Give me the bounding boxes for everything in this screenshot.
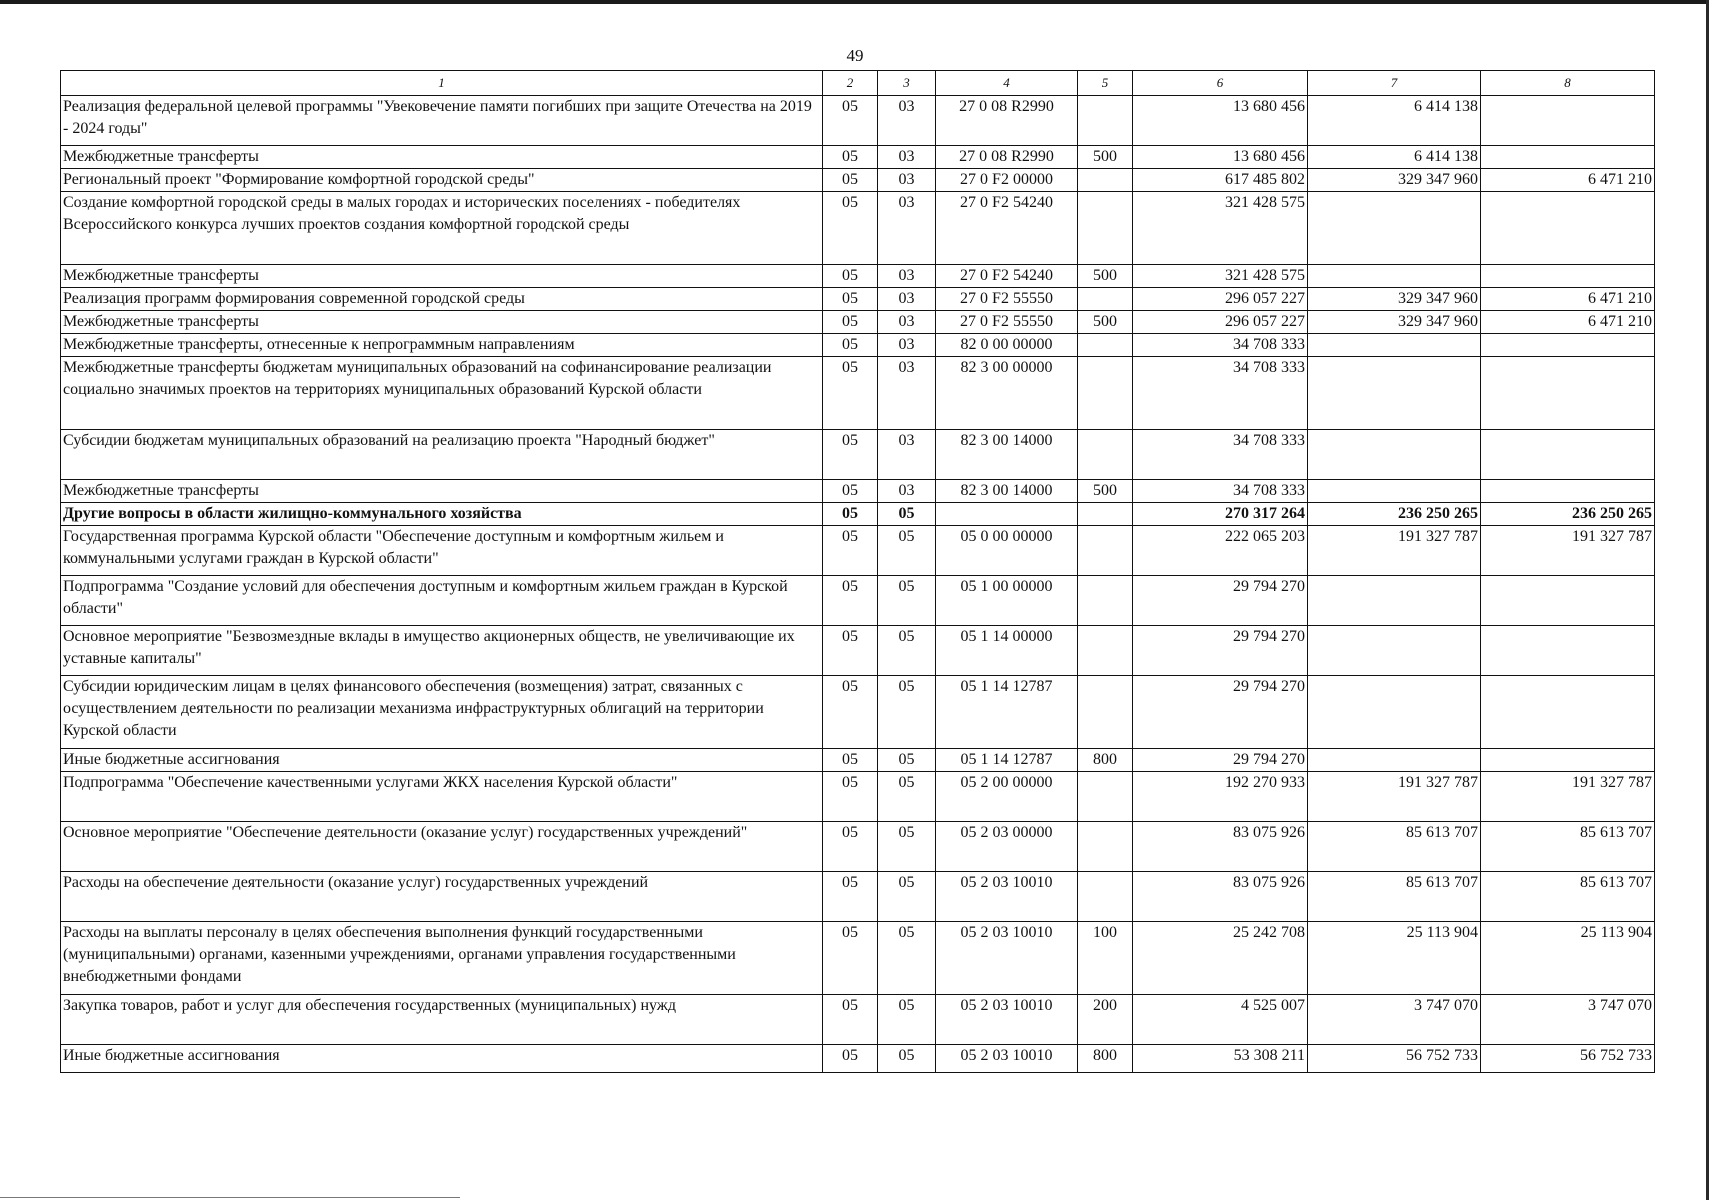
table-row [61, 676, 1655, 749]
cell-amount-year3 [1481, 749, 1655, 772]
table-row [61, 288, 1655, 311]
cell-amount-year3 [1481, 146, 1655, 169]
cell-section: 05 [823, 265, 878, 288]
cell-amount-year3: 6 471 210 [1481, 169, 1655, 192]
cell-amount-year3: 85 613 707 [1481, 822, 1655, 872]
cell-amount-year2 [1308, 576, 1481, 626]
cell-target-article: 82 3 00 14000 [936, 430, 1078, 480]
cell-target-article: 27 0 F2 55550 [936, 311, 1078, 334]
cell-amount-year3 [1481, 357, 1655, 430]
table-row [61, 265, 1655, 288]
header-row [61, 71, 1655, 96]
cell-amount-year3 [1481, 334, 1655, 357]
cell-amount-year2 [1308, 334, 1481, 357]
table-row [61, 526, 1655, 576]
cell-expense-type [1078, 169, 1133, 192]
cell-name: Субсидии бюджетам муниципальных образований на реализацию проекта "Народный бюджет" [61, 430, 823, 480]
cell-name: Реализация программ формирования современной городской среды [61, 288, 823, 311]
table-row [61, 503, 1655, 526]
table-row [61, 749, 1655, 772]
cell-target-article: 05 2 03 10010 [936, 1045, 1078, 1073]
cell-amount-year2: 6 414 138 [1308, 146, 1481, 169]
cell-amount-year2: 191 327 787 [1308, 526, 1481, 576]
cell-amount-year1: 192 270 933 [1133, 772, 1308, 822]
cell-amount-year1: 29 794 270 [1133, 676, 1308, 749]
cell-subsection: 05 [878, 772, 936, 822]
cell-section: 05 [823, 480, 878, 503]
table-row [61, 357, 1655, 430]
cell-amount-year2 [1308, 749, 1481, 772]
cell-expense-type [1078, 503, 1133, 526]
cell-target-article: 05 2 03 00000 [936, 822, 1078, 872]
cell-amount-year1: 296 057 227 [1133, 311, 1308, 334]
cell-amount-year2 [1308, 430, 1481, 480]
cell-name: Расходы на выплаты персоналу в целях обеспечения выполнения функций государственными (муниципальными) органами, казенными учреждениями, органами управления государственными внебюджетными фондами [61, 922, 823, 995]
header-col-1: 1 [61, 71, 823, 96]
cell-amount-year2 [1308, 676, 1481, 749]
cell-section: 05 [823, 576, 878, 626]
cell-amount-year3: 191 327 787 [1481, 772, 1655, 822]
cell-subsection: 03 [878, 288, 936, 311]
cell-expense-type [1078, 430, 1133, 480]
cell-amount-year1: 321 428 575 [1133, 265, 1308, 288]
cell-amount-year2: 191 327 787 [1308, 772, 1481, 822]
cell-amount-year1: 34 708 333 [1133, 430, 1308, 480]
header-col-3: 3 [878, 71, 936, 96]
cell-subsection: 05 [878, 822, 936, 872]
cell-amount-year3: 3 747 070 [1481, 995, 1655, 1045]
cell-section: 05 [823, 1045, 878, 1073]
cell-amount-year2 [1308, 265, 1481, 288]
cell-amount-year1: 29 794 270 [1133, 576, 1308, 626]
cell-name: Иные бюджетные ассигнования [61, 749, 823, 772]
cell-section: 05 [823, 626, 878, 676]
cell-amount-year1: 321 428 575 [1133, 192, 1308, 265]
cell-target-article: 82 0 00 00000 [936, 334, 1078, 357]
cell-subsection: 03 [878, 146, 936, 169]
cell-amount-year3 [1481, 96, 1655, 146]
cell-subsection: 03 [878, 480, 936, 503]
cell-amount-year3: 6 471 210 [1481, 288, 1655, 311]
cell-name: Межбюджетные трансферты [61, 311, 823, 334]
cell-subsection: 05 [878, 922, 936, 995]
cell-subsection: 05 [878, 1045, 936, 1073]
cell-subsection: 03 [878, 357, 936, 430]
cell-target-article: 05 2 03 10010 [936, 995, 1078, 1045]
cell-amount-year3: 6 471 210 [1481, 311, 1655, 334]
cell-amount-year3 [1481, 626, 1655, 676]
cell-expense-type [1078, 822, 1133, 872]
cell-subsection: 05 [878, 576, 936, 626]
header-col-2: 2 [823, 71, 878, 96]
table-row [61, 430, 1655, 480]
cell-section: 05 [823, 192, 878, 265]
cell-expense-type [1078, 576, 1133, 626]
cell-amount-year2: 85 613 707 [1308, 872, 1481, 922]
cell-amount-year3: 236 250 265 [1481, 503, 1655, 526]
cell-amount-year3: 191 327 787 [1481, 526, 1655, 576]
cell-name: Подпрограмма "Создание условий для обеспечения доступным и комфортным жильем граждан в Курской области" [61, 576, 823, 626]
cell-name: Основное мероприятие "Обеспечение деятельности (оказание услуг) государственных учреждений" [61, 822, 823, 872]
cell-name: Иные бюджетные ассигнования [61, 1045, 823, 1073]
table-row [61, 334, 1655, 357]
cell-amount-year3 [1481, 676, 1655, 749]
cell-subsection: 05 [878, 872, 936, 922]
cell-expense-type [1078, 288, 1133, 311]
cell-amount-year2: 3 747 070 [1308, 995, 1481, 1045]
budget-table [60, 70, 1655, 1073]
cell-name: Межбюджетные трансферты [61, 265, 823, 288]
cell-subsection: 05 [878, 749, 936, 772]
table-row [61, 311, 1655, 334]
scan-artifact-line [0, 1197, 460, 1198]
cell-amount-year1: 53 308 211 [1133, 1045, 1308, 1073]
table-row [61, 1045, 1655, 1073]
cell-amount-year2 [1308, 626, 1481, 676]
table-row [61, 480, 1655, 503]
cell-section: 05 [823, 872, 878, 922]
cell-name: Реализация федеральной целевой программы "Увековечение памяти погибших при защите Отечества на 2019 - 2024 годы" [61, 96, 823, 146]
cell-target-article: 82 3 00 00000 [936, 357, 1078, 430]
cell-target-article: 82 3 00 14000 [936, 480, 1078, 503]
cell-name: Другие вопросы в области жилищно-коммунального хозяйства [61, 503, 823, 526]
cell-target-article: 05 1 14 12787 [936, 676, 1078, 749]
cell-target-article: 05 1 14 00000 [936, 626, 1078, 676]
cell-target-article: 05 1 14 12787 [936, 749, 1078, 772]
cell-expense-type: 800 [1078, 1045, 1133, 1073]
cell-target-article: 27 0 F2 54240 [936, 265, 1078, 288]
cell-section: 05 [823, 822, 878, 872]
cell-amount-year1: 34 708 333 [1133, 357, 1308, 430]
cell-target-article: 05 1 00 00000 [936, 576, 1078, 626]
cell-expense-type [1078, 526, 1133, 576]
cell-amount-year3 [1481, 430, 1655, 480]
cell-expense-type [1078, 96, 1133, 146]
cell-amount-year3: 56 752 733 [1481, 1045, 1655, 1073]
cell-section: 05 [823, 676, 878, 749]
cell-subsection: 05 [878, 626, 936, 676]
table-row [61, 995, 1655, 1045]
cell-amount-year2 [1308, 357, 1481, 430]
cell-amount-year1: 29 794 270 [1133, 626, 1308, 676]
cell-amount-year1: 4 525 007 [1133, 995, 1308, 1045]
cell-target-article: 27 0 08 R2990 [936, 146, 1078, 169]
cell-target-article: 27 0 F2 54240 [936, 192, 1078, 265]
cell-amount-year1: 296 057 227 [1133, 288, 1308, 311]
cell-expense-type [1078, 626, 1133, 676]
cell-section: 05 [823, 995, 878, 1045]
table-row [61, 169, 1655, 192]
cell-amount-year1: 13 680 456 [1133, 96, 1308, 146]
cell-section: 05 [823, 311, 878, 334]
cell-amount-year2: 329 347 960 [1308, 288, 1481, 311]
cell-amount-year1: 222 065 203 [1133, 526, 1308, 576]
cell-target-article [936, 503, 1078, 526]
cell-expense-type: 200 [1078, 995, 1133, 1045]
cell-name: Субсидии юридическим лицам в целях финансового обеспечения (возмещения) затрат, связанных с осуществлением деятельности по реализации механизма инфраструктурных облигаций на территории Курской области [61, 676, 823, 749]
header-col-4: 4 [936, 71, 1078, 96]
cell-name: Государственная программа Курской области "Обеспечение доступным и комфортным жильем и коммунальными услугами граждан в Курской области" [61, 526, 823, 576]
cell-amount-year2 [1308, 192, 1481, 265]
cell-section: 05 [823, 357, 878, 430]
cell-amount-year1: 13 680 456 [1133, 146, 1308, 169]
cell-amount-year1: 29 794 270 [1133, 749, 1308, 772]
cell-section: 05 [823, 430, 878, 480]
table-row [61, 626, 1655, 676]
cell-target-article: 05 2 00 00000 [936, 772, 1078, 822]
cell-name: Региональный проект "Формирование комфортной городской среды" [61, 169, 823, 192]
cell-section: 05 [823, 288, 878, 311]
table-row [61, 872, 1655, 922]
cell-expense-type: 800 [1078, 749, 1133, 772]
header-col-7: 7 [1308, 71, 1481, 96]
cell-expense-type [1078, 872, 1133, 922]
table-row [61, 96, 1655, 146]
cell-section: 05 [823, 772, 878, 822]
cell-name: Межбюджетные трансферты, отнесенные к непрограммным направлениям [61, 334, 823, 357]
cell-subsection: 03 [878, 96, 936, 146]
cell-amount-year1: 270 317 264 [1133, 503, 1308, 526]
cell-amount-year2: 25 113 904 [1308, 922, 1481, 995]
cell-amount-year3 [1481, 192, 1655, 265]
cell-section: 05 [823, 526, 878, 576]
cell-target-article: 05 0 00 00000 [936, 526, 1078, 576]
cell-section: 05 [823, 922, 878, 995]
cell-subsection: 05 [878, 503, 936, 526]
table-row [61, 146, 1655, 169]
cell-amount-year1: 34 708 333 [1133, 334, 1308, 357]
page-number: 49 [846, 46, 864, 65]
cell-subsection: 03 [878, 192, 936, 265]
cell-section: 05 [823, 503, 878, 526]
cell-subsection: 05 [878, 526, 936, 576]
cell-subsection: 03 [878, 169, 936, 192]
cell-subsection: 03 [878, 430, 936, 480]
table-row [61, 922, 1655, 995]
cell-expense-type [1078, 357, 1133, 430]
cell-expense-type: 500 [1078, 480, 1133, 503]
cell-target-article: 05 2 03 10010 [936, 872, 1078, 922]
cell-amount-year1: 617 485 802 [1133, 169, 1308, 192]
cell-amount-year2: 329 347 960 [1308, 311, 1481, 334]
cell-amount-year2 [1308, 480, 1481, 503]
cell-amount-year1: 83 075 926 [1133, 822, 1308, 872]
table-row [61, 772, 1655, 822]
cell-amount-year3: 25 113 904 [1481, 922, 1655, 995]
cell-amount-year2: 6 414 138 [1308, 96, 1481, 146]
cell-name: Создание комфортной городской среды в малых городах и исторических поселениях - победителях Всероссийского конкурса лучших проектов создания комфортной городской среды [61, 192, 823, 265]
cell-expense-type: 100 [1078, 922, 1133, 995]
cell-expense-type [1078, 676, 1133, 749]
cell-target-article: 27 0 F2 00000 [936, 169, 1078, 192]
cell-amount-year3: 85 613 707 [1481, 872, 1655, 922]
cell-name: Межбюджетные трансферты [61, 480, 823, 503]
cell-subsection: 05 [878, 676, 936, 749]
cell-amount-year1: 25 242 708 [1133, 922, 1308, 995]
cell-subsection: 05 [878, 995, 936, 1045]
cell-amount-year2: 329 347 960 [1308, 169, 1481, 192]
cell-section: 05 [823, 146, 878, 169]
cell-name: Основное мероприятие "Безвозмездные вклады в имущество акционерных обществ, не увеличивающие их уставные капиталы" [61, 626, 823, 676]
header-col-8: 8 [1481, 71, 1655, 96]
cell-target-article: 27 0 08 R2990 [936, 96, 1078, 146]
cell-section: 05 [823, 334, 878, 357]
scan-border-top [0, 0, 1709, 4]
cell-amount-year3 [1481, 480, 1655, 503]
cell-amount-year2: 236 250 265 [1308, 503, 1481, 526]
cell-expense-type: 500 [1078, 311, 1133, 334]
cell-amount-year2: 56 752 733 [1308, 1045, 1481, 1073]
cell-expense-type [1078, 772, 1133, 822]
cell-amount-year1: 83 075 926 [1133, 872, 1308, 922]
cell-subsection: 03 [878, 311, 936, 334]
cell-amount-year3 [1481, 265, 1655, 288]
cell-expense-type: 500 [1078, 146, 1133, 169]
cell-expense-type [1078, 192, 1133, 265]
cell-target-article: 05 2 03 10010 [936, 922, 1078, 995]
cell-name: Закупка товаров, работ и услуг для обеспечения государственных (муниципальных) нужд [61, 995, 823, 1045]
cell-name: Подпрограмма "Обеспечение качественными услугами ЖКХ населения Курской области" [61, 772, 823, 822]
header-col-5: 5 [1078, 71, 1133, 96]
header-col-6: 6 [1133, 71, 1308, 96]
cell-expense-type [1078, 334, 1133, 357]
cell-amount-year2: 85 613 707 [1308, 822, 1481, 872]
cell-amount-year3 [1481, 576, 1655, 626]
table-row [61, 822, 1655, 872]
cell-subsection: 03 [878, 334, 936, 357]
cell-subsection: 03 [878, 265, 936, 288]
cell-section: 05 [823, 169, 878, 192]
cell-name: Расходы на обеспечение деятельности (оказание услуг) государственных учреждений [61, 872, 823, 922]
cell-target-article: 27 0 F2 55550 [936, 288, 1078, 311]
cell-name: Межбюджетные трансферты бюджетам муниципальных образований на софинансирование реализации социально значимых проектов на территориях муниципальных образований Курской области [61, 357, 823, 430]
cell-name: Межбюджетные трансферты [61, 146, 823, 169]
table-row [61, 576, 1655, 626]
cell-expense-type: 500 [1078, 265, 1133, 288]
cell-section: 05 [823, 749, 878, 772]
table-row [61, 192, 1655, 265]
cell-section: 05 [823, 96, 878, 146]
table-body [61, 96, 1655, 1073]
cell-amount-year1: 34 708 333 [1133, 480, 1308, 503]
